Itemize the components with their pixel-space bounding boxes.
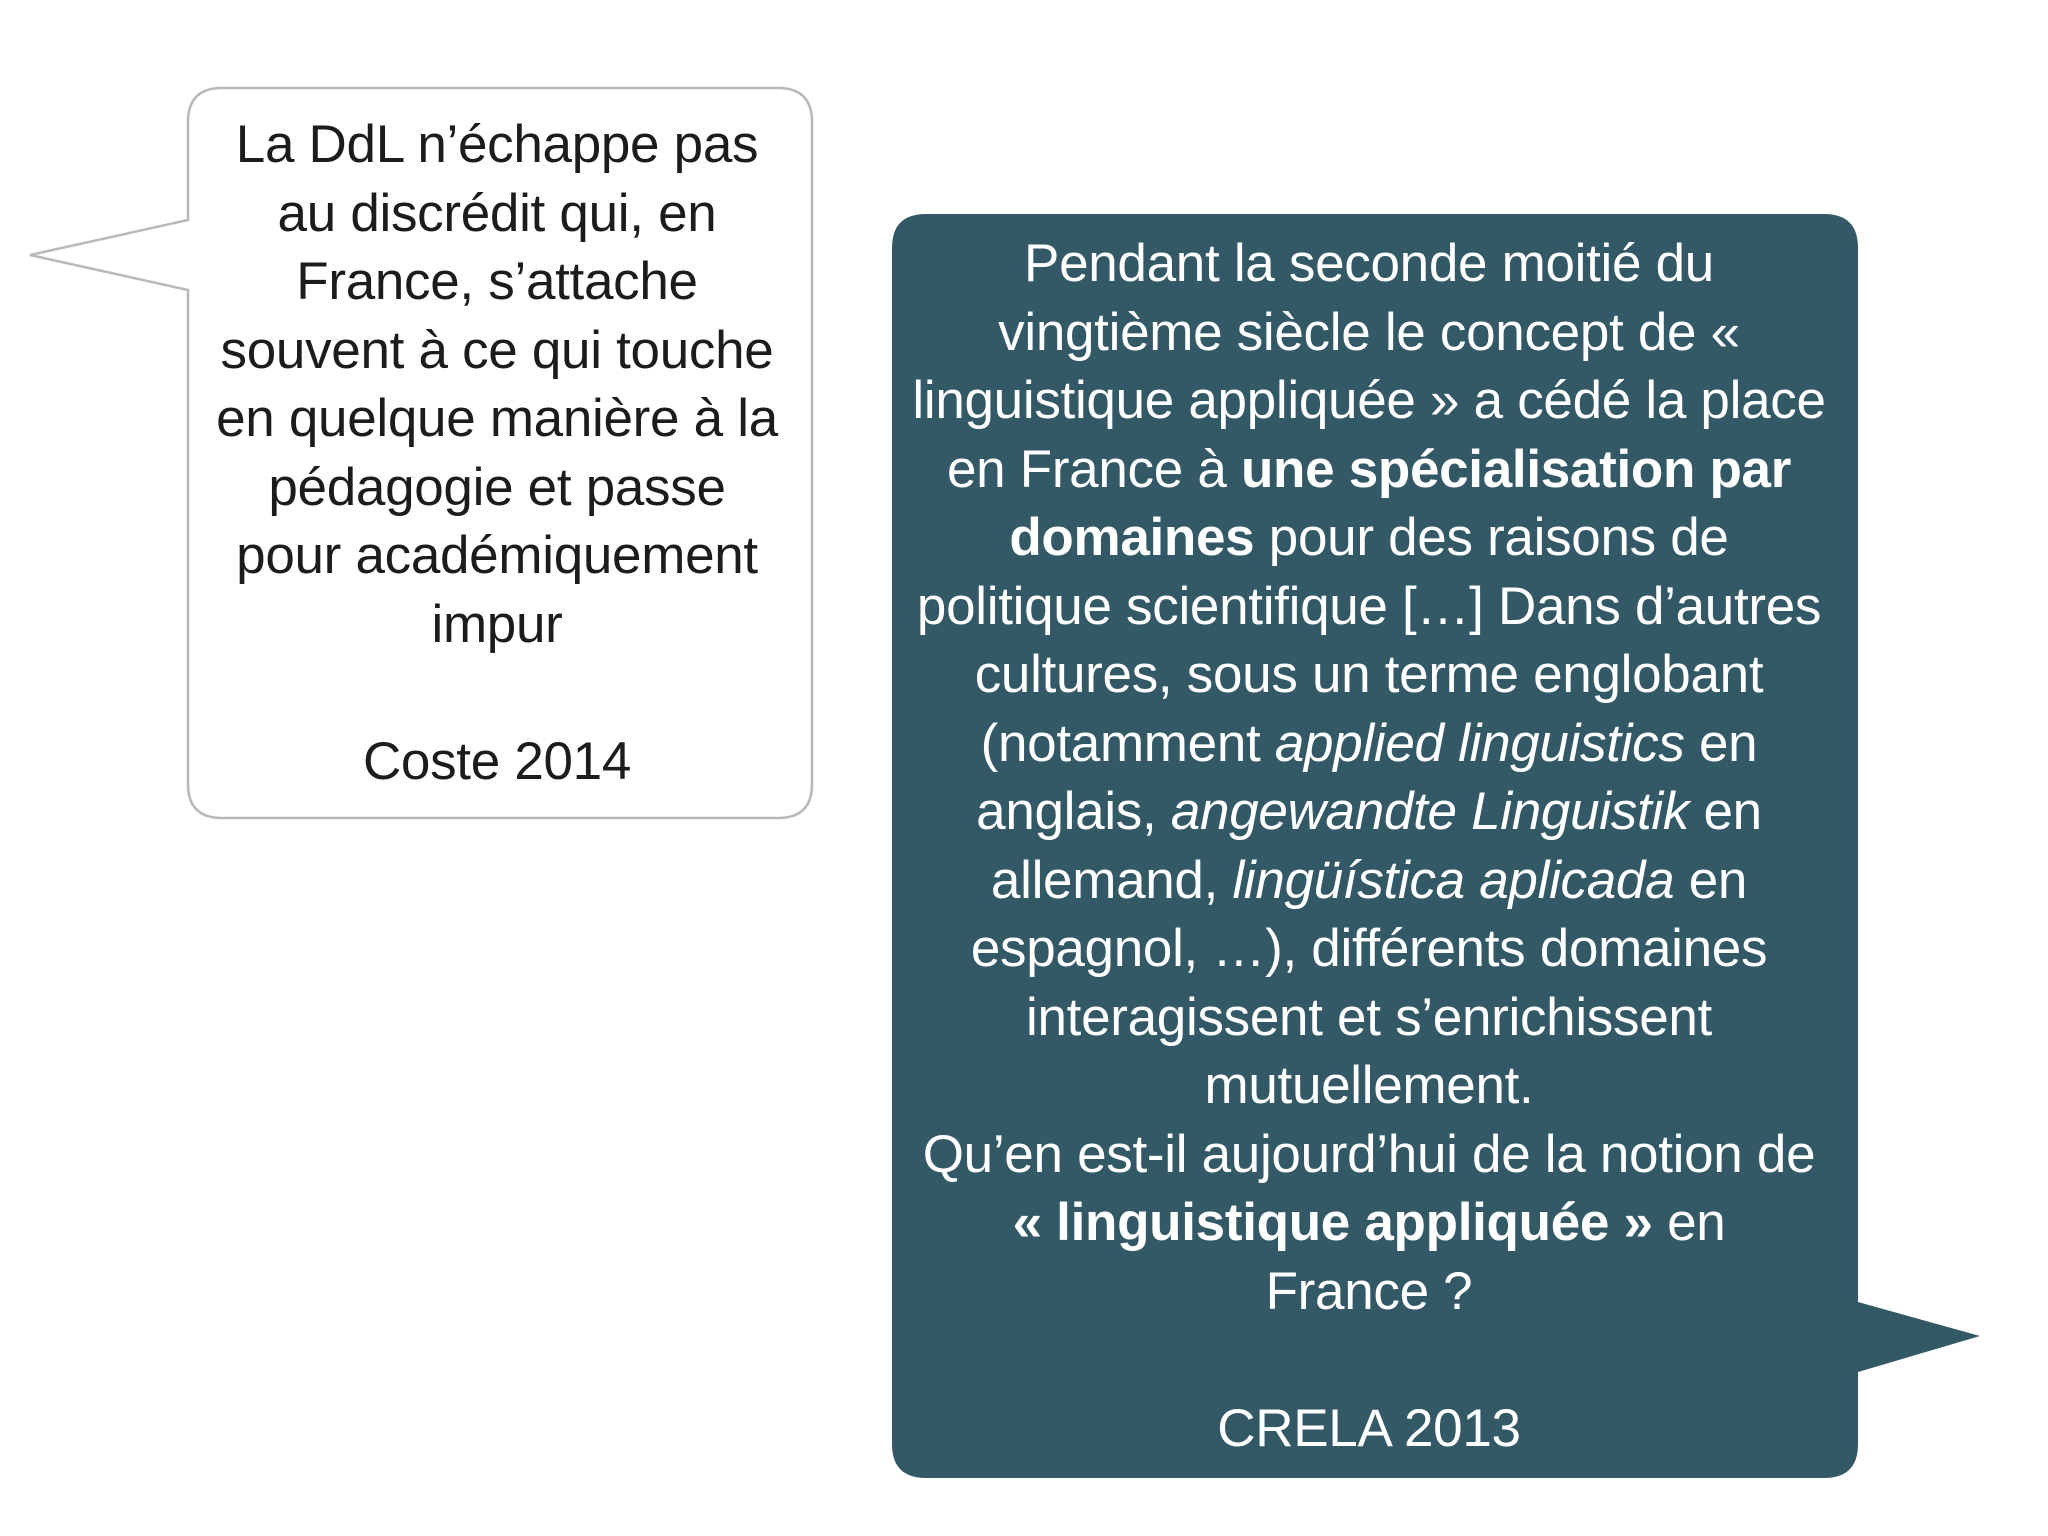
left-quote-line: pour académiquement <box>236 526 758 585</box>
bold-phrase: « linguistique appliquée » <box>1012 1193 1653 1252</box>
right-quote-line: Qu’en est-il aujourd’hui de la notion de <box>922 1124 1816 1184</box>
right-quote-line: interagissent et s’enrichissent <box>1026 987 1712 1047</box>
left-quote-line: au discrédit qui, en <box>277 183 717 243</box>
right-quote-line: vingtième siècle le concept de « <box>998 302 1740 362</box>
text-run: en <box>1674 850 1748 910</box>
text-run: en France à <box>946 439 1241 499</box>
italic-term: applied linguistics <box>1274 713 1685 773</box>
blank-line <box>192 659 802 728</box>
text-run: anglais, <box>976 782 1171 841</box>
bold-phrase: une spécialisation par <box>1240 439 1792 499</box>
right-quote-line: France ? <box>1265 1261 1473 1321</box>
text-run: allemand, <box>990 850 1233 910</box>
right-quote-line <box>888 504 1850 573</box>
right-quote-line <box>888 436 1850 505</box>
right-quote-line <box>888 778 1850 847</box>
right-quote-line: Pendant la seconde moitié du <box>1024 234 1714 293</box>
right-quote-line <box>888 710 1850 779</box>
right-quote-line: politique scientifique […] Dans d’autres <box>916 576 1822 636</box>
italic-term: angewandte Linguistik <box>1170 782 1690 841</box>
left-quote-line: souvent à ce qui touche <box>220 320 774 380</box>
left-quote <box>192 111 802 796</box>
text-run: pour des raisons de <box>1254 508 1729 567</box>
left-quote-line: impur <box>431 594 563 654</box>
left-quote-citation: Coste 2014 <box>362 731 632 791</box>
right-quote-line <box>888 1189 1850 1258</box>
left-quote-line: pédagogie et passe <box>268 457 726 517</box>
bold-phrase: domaines <box>1009 508 1255 567</box>
text-run: (notamment <box>980 713 1275 773</box>
right-quote-line: mutuellement. <box>1204 1056 1534 1115</box>
right-quote-line: espagnol, …), différents domaines <box>970 919 1768 978</box>
left-quote-line: France, s’attache <box>296 252 698 311</box>
text-run: en <box>1689 782 1762 841</box>
text-run: en <box>1684 713 1758 773</box>
blank-line <box>888 1326 1850 1395</box>
right-quote-line <box>888 847 1850 916</box>
text-run: en <box>1652 1193 1726 1252</box>
left-quote-line: en quelque manière à la <box>216 389 778 448</box>
right-quote-line: linguistique appliquée » a cédé la place <box>912 371 1826 430</box>
right-quote-line: cultures, sous un terme englobant <box>974 645 1764 704</box>
right-quote-citation: CRELA 2013 <box>1217 1398 1521 1458</box>
right-quote <box>888 230 1850 1463</box>
left-quote-line: La DdL n’échappe pas <box>235 115 759 174</box>
italic-term: lingüística aplicada <box>1232 850 1675 910</box>
